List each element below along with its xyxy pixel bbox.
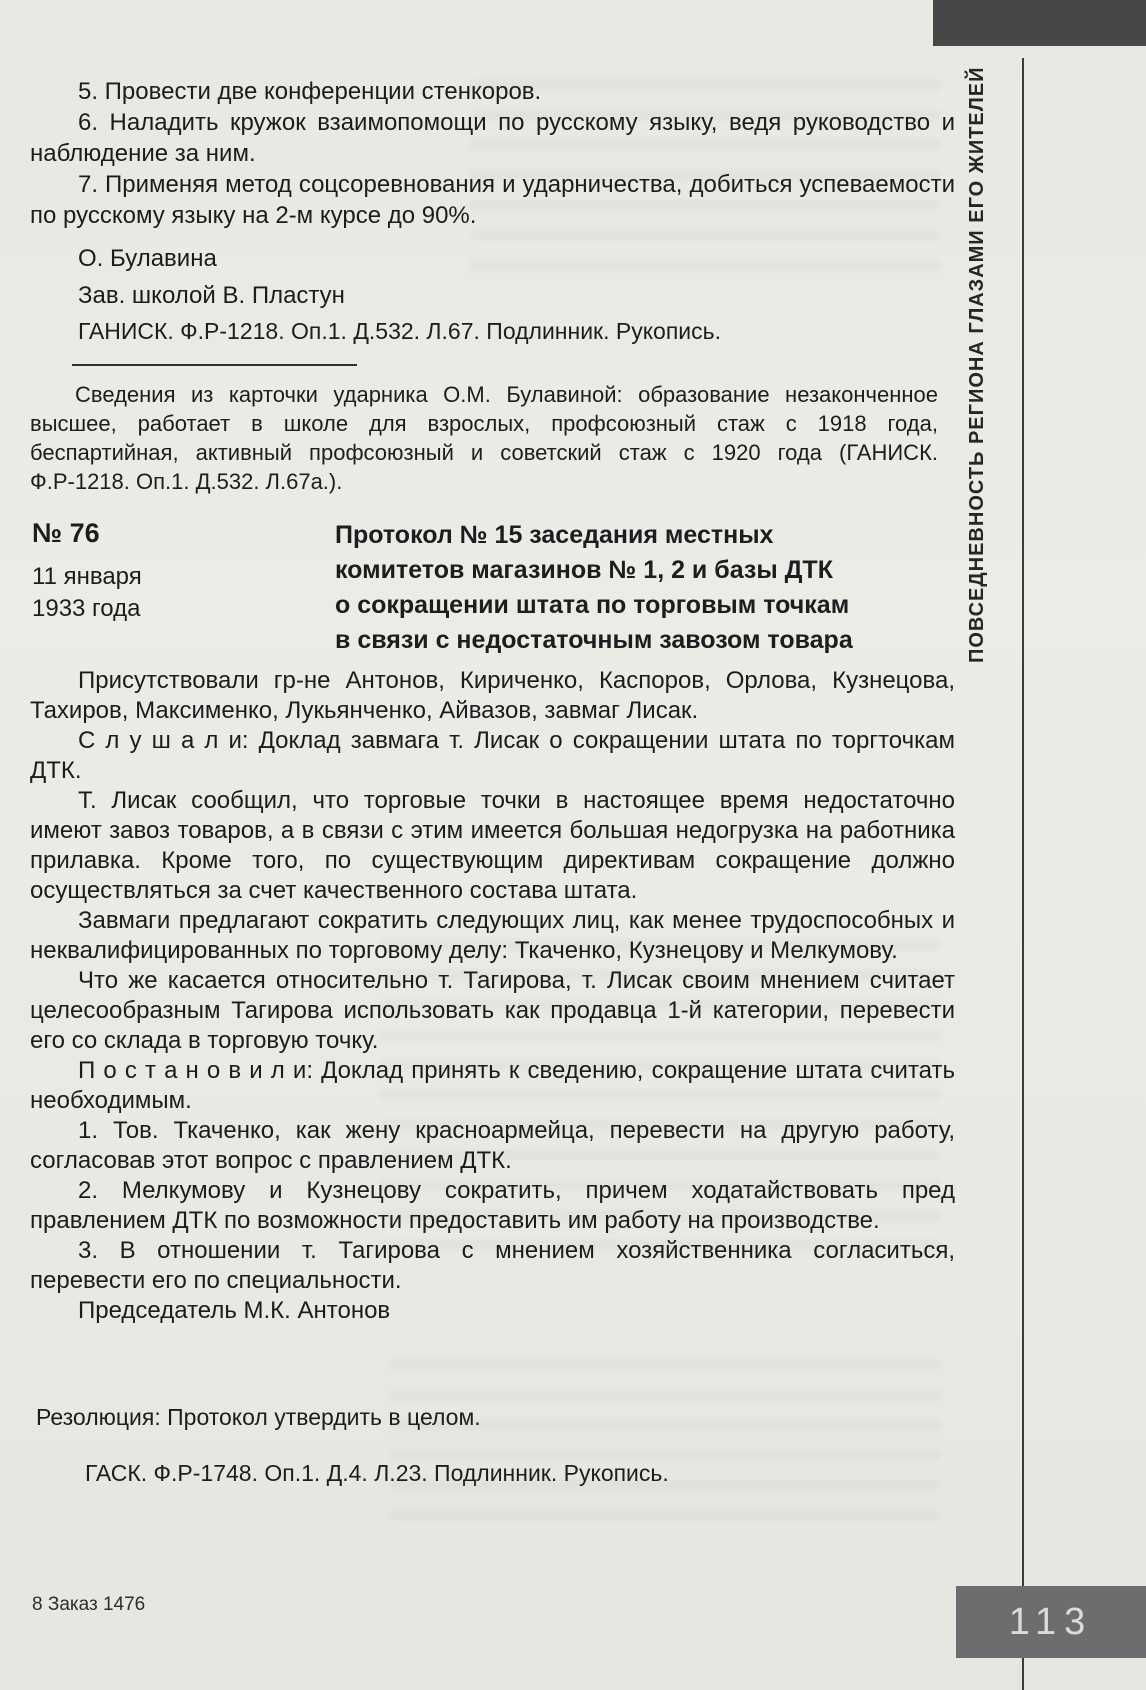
footnote-rule <box>72 364 357 366</box>
chairman-line: Председатель М.К. Антонов <box>78 1297 391 1324</box>
signature: О. Булавина <box>78 245 217 272</box>
signatures-block <box>30 240 955 314</box>
paragraph: Т. Лисак сообщил, что торговые точки в настоящее время недостаточно имеют завоз товаров, а в связи с этим имеется большая недогрузка на работника прилавка. Кроме того, по существующим директивам сокращение должно осуществляться за счет качественного состава штата. <box>30 787 955 904</box>
paragraph: С л у ш а л и: Доклад завмага т. Лисак о сокращении штата по торгточкам ДТК. <box>30 727 955 784</box>
paragraph: Завмаги предлагают сократить следующих лиц, как менее трудоспособных и неквалифицированных по торговому делу: Ткаченко, Кузнецову и Мелкумову. <box>30 907 955 964</box>
document-number: № 76 <box>32 518 100 548</box>
paragraph: 2. Мелкумову и Кузнецову сократить, причем ходатайствовать пред правлением ДТК по возможности предоставить им работу на производстве. <box>30 1177 955 1234</box>
page-number-box <box>956 1586 1146 1658</box>
document-date-line: 11 января <box>32 563 142 590</box>
list-item: 6. Наладить кружок взаимопомощи по русскому языку, ведя руководство и наблюдение за ним. <box>30 109 955 167</box>
paragraph: П о с т а н о в и л и: Доклад принять к сведению, сокращение штата считать необходимым. <box>30 1057 955 1114</box>
archive-reference: ГАНИСК. Ф.Р-1218. Оп.1. Д.532. Л.67. Подлинник. Рукопись. <box>78 318 722 344</box>
paragraph: 3. В отношении т. Тагирова с мнением хозяйственника согласиться, перевести его по специальности. <box>30 1237 955 1294</box>
document-title-line: в связи с недостаточным завозом товара <box>335 626 853 654</box>
footnote-text: Сведения из карточки ударника О.М. Булавиной: образование незаконченное высшее, работает в школе для взрослых, профсоюзный стаж с 1918 года, беспартийная, активный профсоюзный и советский стаж с 1920 года (ГАНИСК. Ф.Р-1218. Оп.1. Д.532. Л.67а.). <box>30 382 938 494</box>
document-date-line: 1933 года <box>32 595 141 622</box>
chapter-title-vertical: ПОВСЕДНЕВНОСТЬ РЕГИОНА ГЛАЗАМИ ЕГО ЖИТЕЛЕЙ <box>966 66 988 663</box>
resolution-line: Резолюция: Протокол утвердить в целом. <box>36 1404 481 1430</box>
show-through-artifact <box>390 1360 940 1530</box>
document-body <box>30 666 955 1326</box>
page-number: 113 <box>1008 1600 1094 1643</box>
printer-mark: 8 Заказ 1476 <box>32 1594 146 1615</box>
margin-vertical-rule <box>1022 58 1024 1690</box>
previous-document-items <box>30 76 955 231</box>
paragraph: 1. Тов. Ткаченко, как жену красноармейца, перевести на другую работу, согласовав этот вопрос с правлением ДТК. <box>30 1117 955 1174</box>
document-meta <box>32 518 312 625</box>
list-item: 5. Провести две конференции стенкоров. <box>78 78 542 105</box>
paragraph: Присутствовали гр-не Антонов, Кириченко, Каспоров, Орлова, Кузнецова, Тахиров, Максименко, Лукьянченко, Айвазов, завмаг Лисак. <box>30 667 955 724</box>
document-title-line: комитетов магазинов № 1, 2 и базы ДТК <box>335 556 833 584</box>
signature: Зав. школой В. Пластун <box>78 282 345 309</box>
document-title <box>335 518 960 658</box>
list-item: 7. Применяя метод соцсоревнования и ударничества, добиться успеваемости по русскому языку на 2-м курсе до 90%. <box>30 171 955 229</box>
top-corner-ink-block <box>933 0 1146 46</box>
document-title-line: Протокол № 15 заседания местных <box>335 521 774 549</box>
archive-reference: ГАСК. Ф.Р-1748. Оп.1. Д.4. Л.23. Подлинник. Рукопись. <box>85 1460 669 1486</box>
document-title-line: о сокращении штата по торговым точкам <box>335 591 850 619</box>
paragraph: Что же касается относительно т. Тагирова, т. Лисак своим мнением считает целесообразным Тагирова использовать как продавца 1-й категории, перевести его со склада в торговую точку. <box>30 967 955 1054</box>
